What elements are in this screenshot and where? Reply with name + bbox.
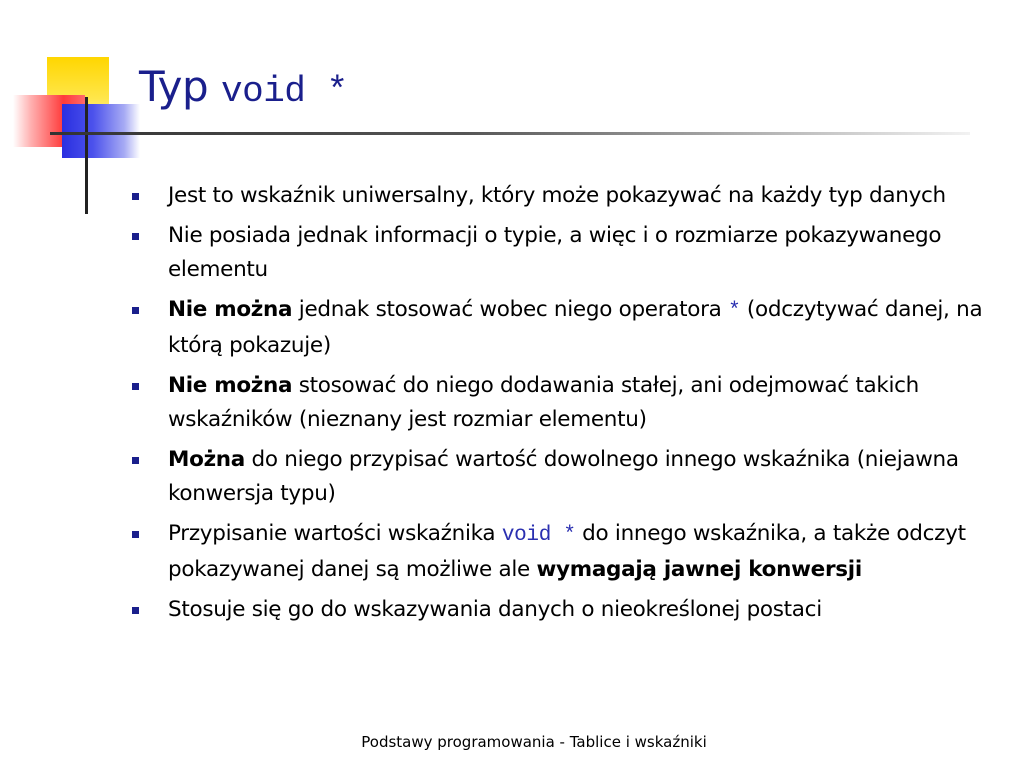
bullet-item [130,179,1000,213]
title-text: Typ [139,62,209,111]
bullet-code: void * [501,524,576,547]
bullet-item [130,593,1000,627]
bullet-text: (odczytywać danej, na którą pokazuje) [168,297,983,358]
title-code: void * [221,71,348,112]
bullet-marker [132,607,139,614]
bullet-list [130,179,1000,633]
slide-title [139,62,348,112]
bullet-text: jednak stosować wobec niego operatora [292,297,729,322]
decor-blue-square [62,104,140,158]
bullet-marker [132,307,139,314]
bullet-text: do innego wskaźnika, a także odczyt pokazywanej danej są możliwe ale [168,521,966,582]
bullet-item [130,293,1000,363]
bullet-code: * [728,300,741,323]
bullet-marker [132,457,139,464]
bullet-bold: Można [168,447,245,472]
bullet-text: stosować do niego dodawania stałej, ani odejmować takich wskaźników (nieznany jest rozmiar elementu) [168,373,920,432]
bullet-item [130,219,1000,287]
bullet-item [130,517,1000,587]
bullet-bold: Nie można [168,297,293,322]
bullet-item [130,369,1000,437]
decor-vertical-line [85,97,88,214]
bullet-marker [132,531,139,538]
bullet-text: Jest to wskaźnik uniwersalny, który może pokazywać na każdy typ danych [168,183,946,208]
bullet-marker [132,383,139,390]
bullet-bold: Nie można [168,373,293,398]
bullet-text: Przypisanie wartości wskaźnika [168,521,502,546]
bullet-item [130,443,1000,511]
bullet-text: Stosuje się go do wskazywania danych o nieokreślonej postaci [168,597,822,622]
bullet-marker [132,233,139,240]
bullet-text: do niego przypisać wartość dowolnego innego wskaźnika (niejawna konwersja typu) [168,447,959,506]
bullet-marker [132,193,139,200]
slide-footer: Podstawy programowania - Tablice i wskaźniki [361,733,707,751]
bullet-bold: wymagają jawnej konwersji [536,557,862,582]
title-underline [50,132,970,135]
bullet-text: Nie posiada jednak informacji o typie, a więc i o rozmiarze pokazywanego elementu [168,223,942,282]
